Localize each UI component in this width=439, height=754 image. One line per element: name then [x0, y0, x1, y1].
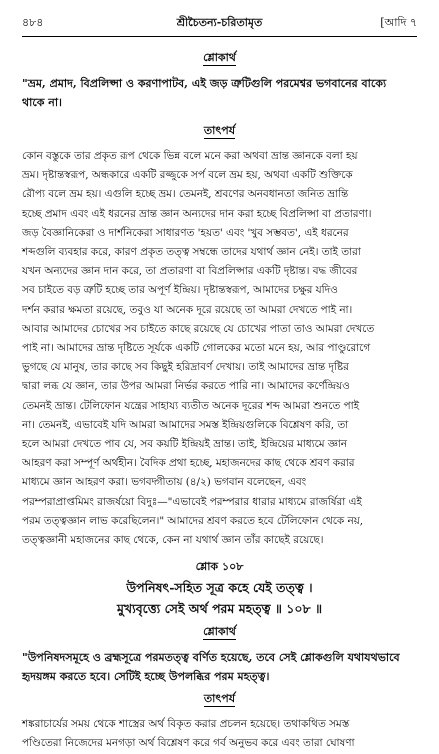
purport-text [22, 715, 417, 753]
purport-line: তত্ত্বজ্ঞানী মহাজনের কাছ থেকে, কেন না যথার্থ জ্ঞান তাঁর কাছেই রয়েছে। [22, 534, 324, 547]
purport-line: মাধ্যমে জ্ঞান আহরণ করা। ভগবদ্গীতায় (৪/২) ভগবান বলেছেন, এবং [22, 476, 307, 489]
purport-line: তেমনই ভ্রান্ত। টেলিফোন যন্ত্রের সাহায্য ব্যতীত অনেক দূরের শব্দ আমরা শুনতে পাই [22, 399, 359, 412]
purport-line: যখন অন্যদের জ্ঞান দান করে, তা প্রতারণা বা বিপ্রলিপ্সার একটি দৃষ্টান্ত। বদ্ধ জীবের [22, 265, 358, 278]
translation-line: "ভ্রম, প্রমাদ, বিপ্রলিপ্সা ও করণাপাটব, এই জড় ত্রুটিগুলি পরমেশ্বর ভগবানের বাক্যে [22, 77, 387, 90]
translation-text [22, 648, 417, 686]
purport-heading: তাৎপর্য [203, 124, 236, 137]
purport-heading: তাৎপর্য [203, 692, 236, 706]
translation-heading: শ্লোকার্থ [203, 625, 236, 639]
chapter-label: [আদি ৭ [380, 16, 417, 29]
verse-text [22, 577, 417, 619]
page-number: ৪৮৪ [22, 16, 44, 29]
purport-line: আহরণ করা সম্পূর্ণ অর্থহীন। বৈদিক প্রথা হচ্ছে, মহাজনদের কাছ থেকে শ্রবণ করার [22, 457, 355, 470]
purport-line: দ্বারা লব্ধ যে জ্ঞান, তার উপর আমরা নির্ভর করতে পারি না। আমাদের কর্ণেন্দ্রিয়ও [22, 380, 350, 393]
translation-line: থাকে না। [22, 96, 62, 109]
purport-line: পণ্ডিতেরা নিজেদের মনগড়া অর্থ বিশ্লেষণ করে গর্ব অনুভব করে এবং তারা ঘোষণা [22, 737, 355, 750]
purport-line: জড় বৈজ্ঞানিকেরা ও দার্শনিকেরা সাধারণত 'হয়ত' এবং 'খুব সম্ভবত', এই ধরনের [22, 226, 349, 239]
purport-line: দর্শন করার ক্ষমতা রয়েছে, তবুও যা অনেক দূরে রয়েছে তা আমরা দেখতে পাই না। [22, 303, 353, 316]
header-rule [22, 36, 417, 37]
purport-text [22, 147, 417, 550]
purport-line: আবার আমাদের চোখের সব চাইতে কাছে রয়েছে যে চোখের পাতা তাও আমরা দেখতে [22, 322, 375, 335]
verse-line: মুখ্যবৃত্ত্যে সেই অর্থ পরম মহত্ত্ব ॥ ১০৮ ॥ [116, 601, 323, 617]
purport-line: রৌপ্য বলে ভ্রম হয়। এগুলি হচ্ছে ভ্রম। তেমনই, শ্রবণের অনবধানতা জনিত ভ্রান্তি [22, 188, 349, 201]
running-title: শ্রীচৈতন্য-চরিতামৃত [176, 16, 263, 29]
translation-text [22, 74, 417, 112]
page-header [22, 14, 417, 34]
purport-line: ভ্রম। দৃষ্টান্তস্বরূপ, অন্ধকারে একটি রজ্জুকে সর্প বলে ভ্রম হয়, অথবা একটি শুক্তিকে [22, 169, 353, 182]
purport-line: হচ্ছে প্রমাদ এবং এই ধরনের ভ্রান্ত জ্ঞান অন্যদের দান করা হচ্ছে বিপ্রলিপ্সা বা প্রতারণা। [22, 207, 372, 220]
translation-line: হৃদয়ঙ্গম করতে হবে। সেটিই হচ্ছে উপলব্ধির পরম মহত্ত্ব। [22, 670, 270, 684]
purport-line: পরম তত্ত্বজ্ঞান লাভ করেছিলেন।" আমাদের শ্রবণ করতে হবে টেলিফোন থেকে নয়, [22, 514, 364, 527]
verse-number: শ্লোক ১০৮ [195, 560, 244, 574]
purport-line: ভুগছে যে মানুষ, তার কাছে সব কিছুই হরিদ্রাবর্ণ দেখায়। তাই আমাদের ভ্রান্ত দৃষ্টির [22, 361, 349, 374]
purport-line: পাই না। আমাদের ভ্রান্ত দৃষ্টিতে সূর্যকে একটি গোলকের মতো মনে হয়, আর পাণ্ডুরোগে [22, 342, 371, 355]
purport-line: শঙ্করাচার্যের সময় থেকে শাস্ত্রের অর্থ বিকৃত করার প্রচলন হয়েছে। তথাকথিত সমস্ত [22, 718, 350, 731]
purport-line: না। তেমনই, এভাবেই যদি আমরা আমাদের সমস্ত ইন্দ্রিয়গুলিকে বিশ্লেষণ করি, তা [22, 418, 349, 431]
translation-heading: শ্লোকার্থ [203, 51, 236, 64]
purport-line: কোন বস্তুকে তার প্রকৃত রূপ থেকে ভিন্ন বলে মনে করা অথবা ভ্রান্ত জ্ঞানকে বলা হয় [22, 150, 358, 162]
purport-line: হলে আমরা দেখতে পাব যে, সব কয়টি ইন্দ্রিয়ই ভ্রান্ত। তাই, ইন্দ্রিয়ের মাধ্যমে জ্ঞান [22, 438, 347, 451]
purport-line: পরম্পরাপ্রাপ্তমিমং রাজর্ষয়ো বিদুঃ—"এভাবেই পরম্পরার ধারার মাধ্যমে রাজর্ষিরা এই [22, 495, 362, 508]
translation-line: "উপনিষদসমূহে ও ব্রহ্মসূত্রে পরমতত্ত্ব বর্ণিত হয়েছে, তবে সেই শ্লোকগুলি যথাযথভাবে [22, 651, 400, 665]
purport-line: সব চাইতে বড় ত্রুটি হচ্ছে তার অপূর্ণ ইন্দ্রিয়। দৃষ্টান্তস্বরূপ, আমাদের চক্ষুর যদিও [22, 284, 338, 297]
purport-line: শব্দগুলি ব্যবহার করে, কারণ প্রকৃত তত্ত্ব সম্বন্ধে তাদের যথার্থ জ্ঞান নেই। তাই তারা [22, 246, 361, 259]
verse-line: উপনিষৎ-সহিত সূত্র কহে যেই তত্ত্ব । [126, 580, 313, 596]
